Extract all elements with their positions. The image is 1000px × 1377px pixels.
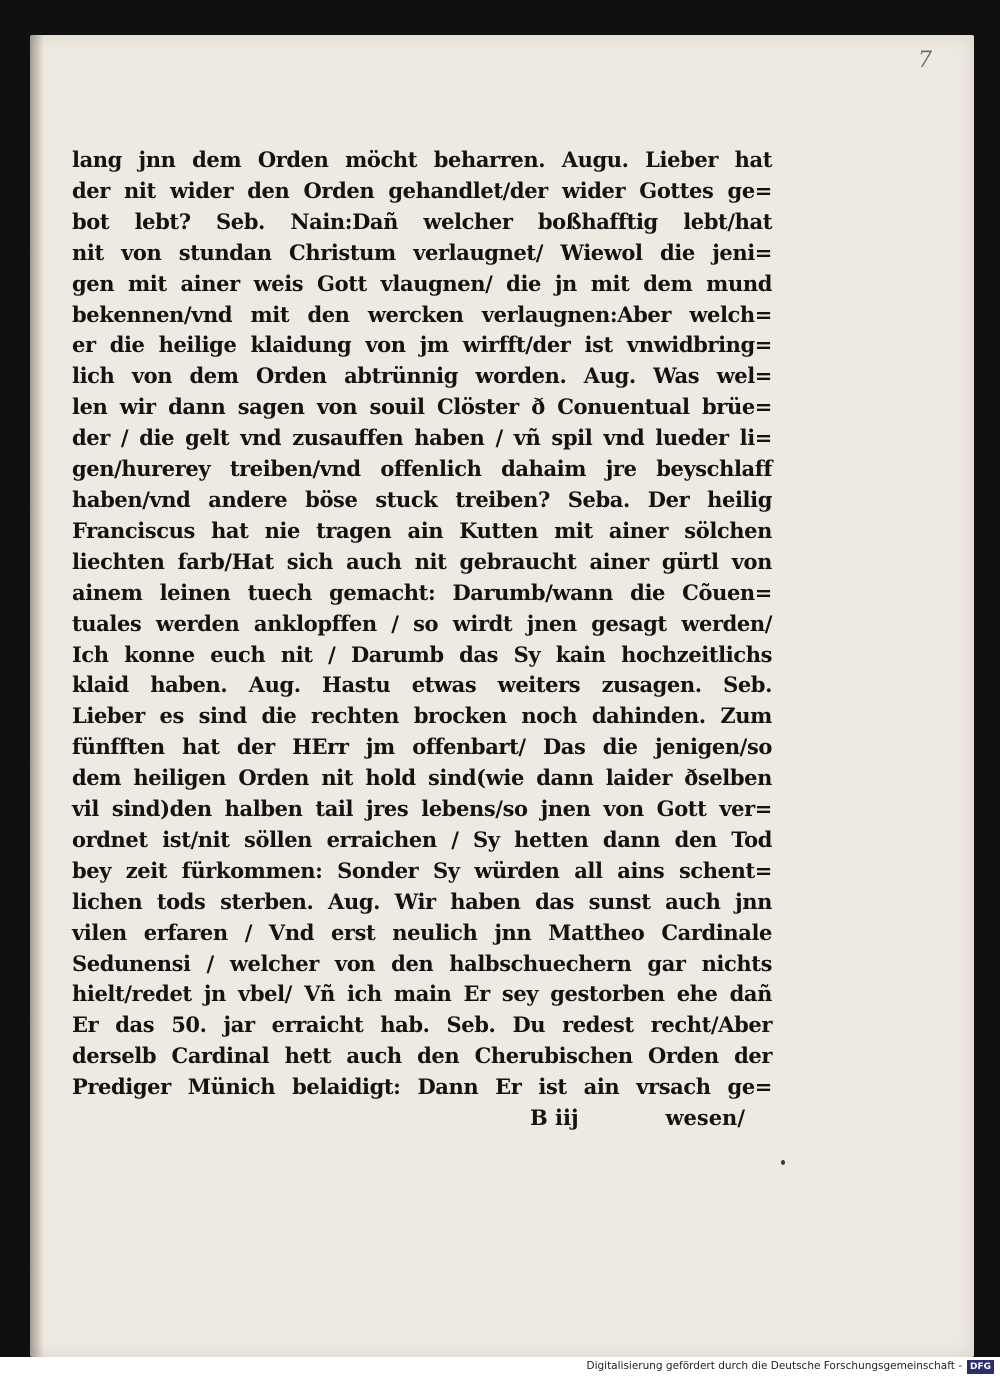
- text-line: lichen tods sterben. Aug. Wir haben das sunst auch jnn: [72, 888, 772, 914]
- text-line: Er das 50. jar erraicht hab. Seb. Du redest recht/Aber: [72, 1012, 772, 1038]
- signature-mark: B iij: [530, 1105, 579, 1130]
- text-line: bot lebt? Seb. Nain:Dañ welcher boßhafftig lebt/hat: [72, 208, 772, 234]
- text-line: dem heiligen Orden nit hold sind(wie dann laider ðselben: [72, 765, 772, 791]
- text-line: tuales werden anklopffen / so wirdt jnen gesagt werden/: [72, 610, 772, 636]
- text-line: len wir dann sagen von souil Clöster ð Conuentual brüe=: [72, 394, 772, 420]
- page-gutter-shadow: [30, 35, 44, 1357]
- catchline: [530, 1105, 745, 1130]
- text-line: derselb Cardinal hett auch den Cherubischen Orden der: [72, 1043, 772, 1069]
- text-line: Franciscus hat nie tragen ain Kutten mit ainer sölchen: [72, 517, 772, 543]
- text-line: haben/vnd andere böse stuck treiben? Seba. Der heilig: [72, 486, 772, 512]
- text-line: lang jnn dem Orden möcht beharren. Augu. Lieber hat: [72, 147, 772, 172]
- text-line: nit von stundan Christum verlaugnet/ Wiewol die jeni=: [72, 239, 772, 265]
- digitization-credit: Digitalisierung gefördert durch die Deutsche Forschungsgemeinschaft -: [586, 1360, 962, 1372]
- text-line: Lieber es sind die rechten brocken noch dahinden. Zum: [72, 703, 772, 729]
- text-line: gen mit ainer weis Gott vlaugnen/ die jn mit dem mund: [72, 270, 772, 296]
- text-line: vilen erfaren / Vnd erst neulich jnn Mattheo Cardinale: [72, 919, 772, 945]
- body-text: [72, 145, 772, 1103]
- text-line: Prediger Münich belaidigt: Dann Er ist ain vrsach ge=: [72, 1074, 772, 1100]
- text-line: vil sind)den halben tail jres lebens/so jnen von Gott ver=: [72, 796, 772, 822]
- dfg-logo: DFG: [967, 1360, 994, 1374]
- text-line: liechten farb/Hat sich auch nit gebraucht ainer gürtl von: [72, 548, 772, 574]
- folio-number: 7: [918, 48, 932, 73]
- text-line: Sedunensi / welcher von den halbschuechern gar nichts: [72, 950, 772, 976]
- text-line: bey zeit fürkommen: Sonder Sy würden all ains schent=: [72, 857, 772, 883]
- text-line: der / die gelt vnd zusauffen haben / vñ spil vnd lueder li=: [72, 425, 772, 451]
- text-line: der nit wider den Orden gehandlet/der wider Gottes ge=: [72, 177, 772, 203]
- text-line: ainem leinen tuech gemacht: Darumb/wann die Cõuen=: [72, 579, 772, 605]
- ink-speck: [781, 1160, 785, 1165]
- text-line: hielt/redet jn vbel/ Vñ ich main Er sey gestorben ehe dañ: [72, 981, 772, 1007]
- text-line: Ich konne euch nit / Darumb das Sy kain hochzeitlichs: [72, 641, 772, 667]
- catchword: wesen/: [665, 1105, 745, 1130]
- text-line: klaid haben. Aug. Hastu etwas weiters zusagen. Seb.: [72, 672, 772, 698]
- text-line: ordnet ist/nit söllen erraichen / Sy hetten dann den Tod: [72, 826, 772, 852]
- text-line: lich von dem Orden abtrünnig worden. Aug. Was wel=: [72, 363, 772, 389]
- text-line: bekennen/vnd mit den wercken verlaugnen:Aber welch=: [72, 301, 772, 327]
- text-line: er die heilige klaidung von jm wirfft/der ist vnwidbring=: [72, 332, 772, 358]
- text-line: fünfften hat der HErr jm offenbart/ Das die jenigen/so: [72, 734, 772, 760]
- text-line: gen/hurerey treiben/vnd offenlich dahaim jre beyschlaff: [72, 456, 772, 482]
